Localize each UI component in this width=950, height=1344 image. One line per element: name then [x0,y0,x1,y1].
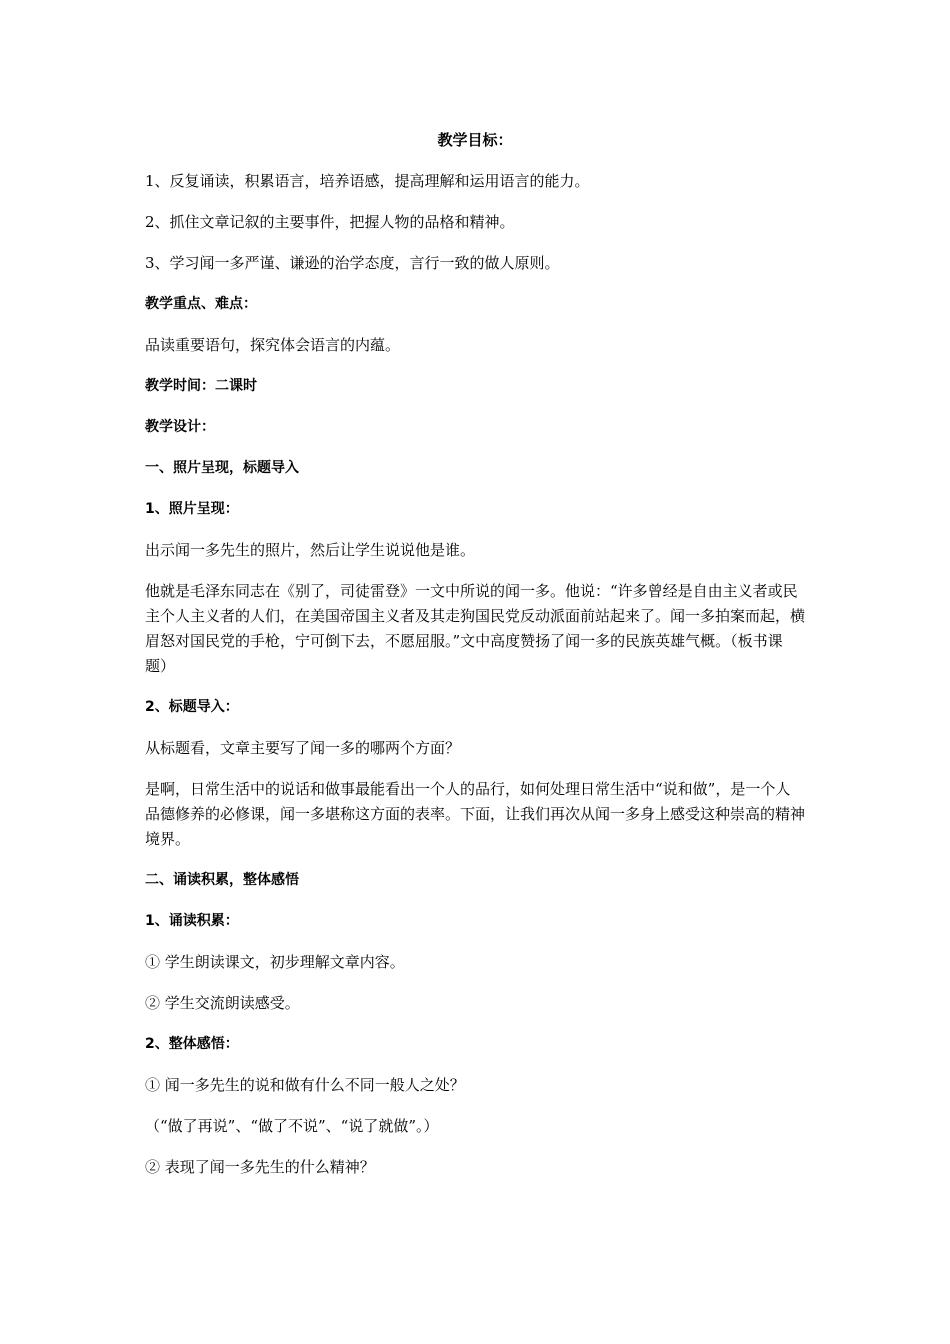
paragraph: ① 闻一多先生的说和做有什么不同一般人之处？ [145,1076,465,1094]
section-heading: 教学时间：二课时 [145,378,257,394]
paragraph: ② 学生交流朗读感受。 [145,994,300,1012]
paragraph-list [145,169,805,1180]
paragraph: 从标题看，文章主要写了闻一多的哪两个方面？ [145,739,461,757]
section-heading: 2、整体感悟： [145,1036,239,1052]
section-heading: 一、照片呈现，标题导入 [145,460,299,476]
section-heading: 1、诵读积累： [145,913,239,929]
section-heading: 教学重点、难点： [145,296,257,312]
section-heading: 2、标题导入： [145,699,239,715]
paragraph: 1、反复诵读，积累语言，培养语感，提高理解和运用语言的能力。 [145,172,590,190]
page-title: 教学目标： [437,131,513,149]
paragraph: 他就是毛泽东同志在《别了，司徒雷登》一文中所说的闻一多。他说：“许多曾经是自由主义者或民主个人主义者的人们，在美国帝国主义者及其走狗国民党反动派面前站起来了。闻一多拍案而起，横眉怒对国民党的手枪，宁可倒下去，不愿屈服。”文中高度赞扬了闻一多的民族英雄气概。（板书课题） [145,582,806,675]
document-body [145,128,805,1196]
paragraph: 品读重要语句，探究体会语言的内蕴。 [145,336,401,354]
paragraph: 2、抓住文章记叙的主要事件，把握人物的品格和精神。 [145,213,515,231]
section-heading: 教学设计： [145,419,215,435]
paragraph: 是啊，日常生活中的说话和做事最能看出一个人的品行，如何处理日常生活中“说和做”，是一个人品德修养的必修课，闻一多堪称这方面的表率。下面，让我们再次从闻一多身上感受这种崇高的精神境界。 [145,780,806,848]
paragraph: 出示闻一多先生的照片，然后让学生说说他是谁。 [145,541,476,559]
paragraph: ① 学生朗读课文，初步理解文章内容。 [145,953,405,971]
paragraph: （“做了再说”、“做了不说”、“说了就做”。） [145,1117,439,1135]
section-heading: 1、照片呈现： [145,501,239,517]
paragraph: ② 表现了闻一多先生的什么精神？ [145,1158,375,1176]
section-heading: 二、诵读积累，整体感悟 [145,872,299,888]
paragraph: 3、学习闻一多严谨、谦逊的治学态度，言行一致的做人原则。 [145,254,560,272]
